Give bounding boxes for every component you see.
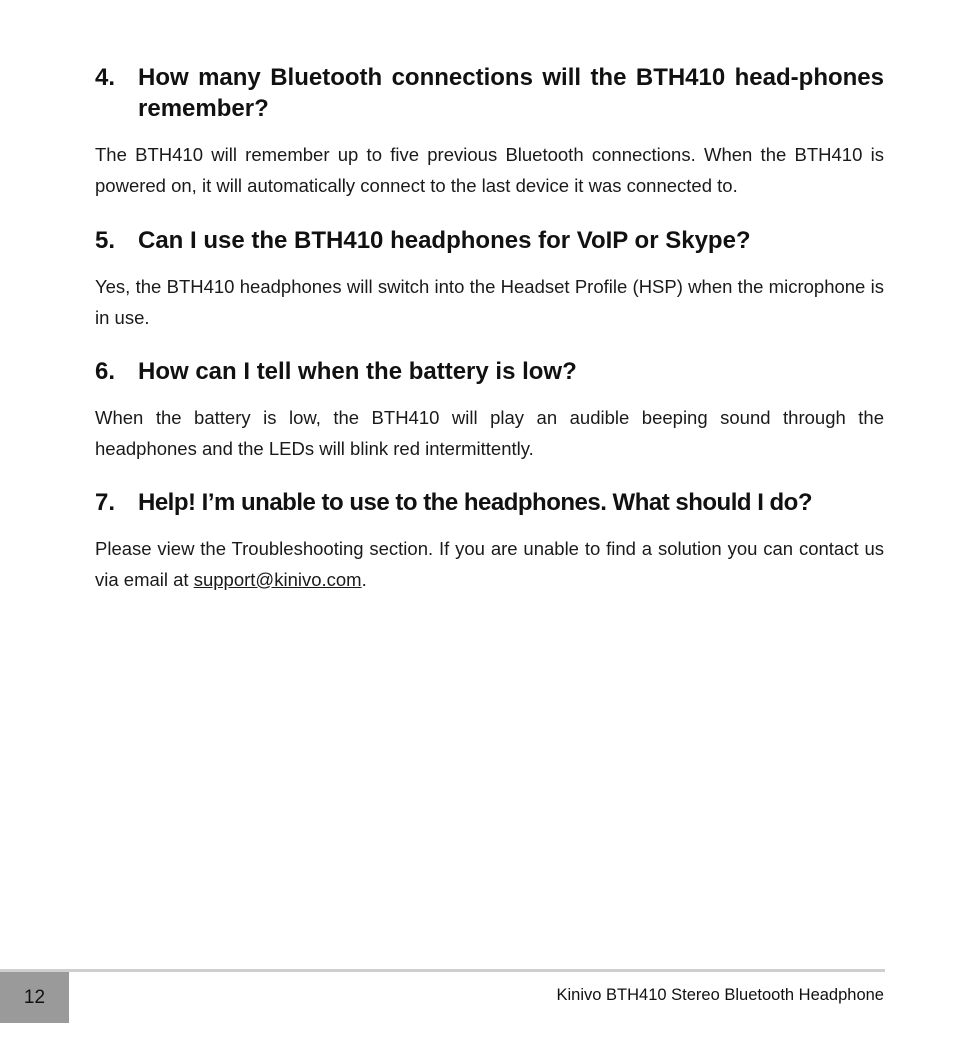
- page-number-badge: [0, 972, 69, 1023]
- faq-question: [95, 356, 884, 387]
- faq-item-7: [95, 487, 884, 595]
- faq-number: 6.: [95, 358, 116, 385]
- faq-question-text: How can I tell when the battery is low?: [138, 358, 577, 385]
- footer-title: Kinivo BTH410 Stereo Bluetooth Headphone: [556, 986, 884, 1004]
- faq-question: [95, 225, 884, 256]
- page-number: 12: [23, 986, 46, 1008]
- faq-question: [95, 62, 884, 124]
- faq-answer: When the battery is low, the BTH410 will play an audible beeping sound through the headphones and the LEDs will blink red intermittently.: [95, 407, 884, 459]
- faq-answer: [95, 534, 884, 595]
- faq-answer-suffix: .: [361, 568, 367, 590]
- faq-item-5: [95, 225, 884, 333]
- faq-question: [95, 487, 884, 518]
- faq-number: 5.: [95, 227, 116, 254]
- footer-divider: [0, 969, 885, 972]
- faq-answer: Yes, the BTH410 headphones will switch into the Headset Profile (HSP) when the microphone is in use.: [95, 276, 884, 328]
- faq-number: 4.: [95, 64, 116, 91]
- faq-item-4: [95, 62, 884, 201]
- faq-number: 7.: [95, 489, 116, 516]
- faq-question-text: How many Bluetooth connections will the BTH410 head-phones remember?: [138, 64, 884, 122]
- faq-answer-prefix: Please view the Troubleshooting section. If you are unable to find a solution you can contact us via email at: [95, 538, 884, 590]
- faq-question-text: Can I use the BTH410 headphones for VoIP or Skype?: [138, 227, 751, 254]
- faq-answer: The BTH410 will remember up to five previous Bluetooth connections. When the BTH410 is powered on, it will automatically connect to the last device it was connected to.: [95, 144, 884, 196]
- support-email-link[interactable]: support@kinivo.com: [193, 568, 362, 590]
- faq-item-6: [95, 356, 884, 464]
- faq-question-text: Help! I’m unable to use to the headphones. What should I do?: [138, 489, 813, 516]
